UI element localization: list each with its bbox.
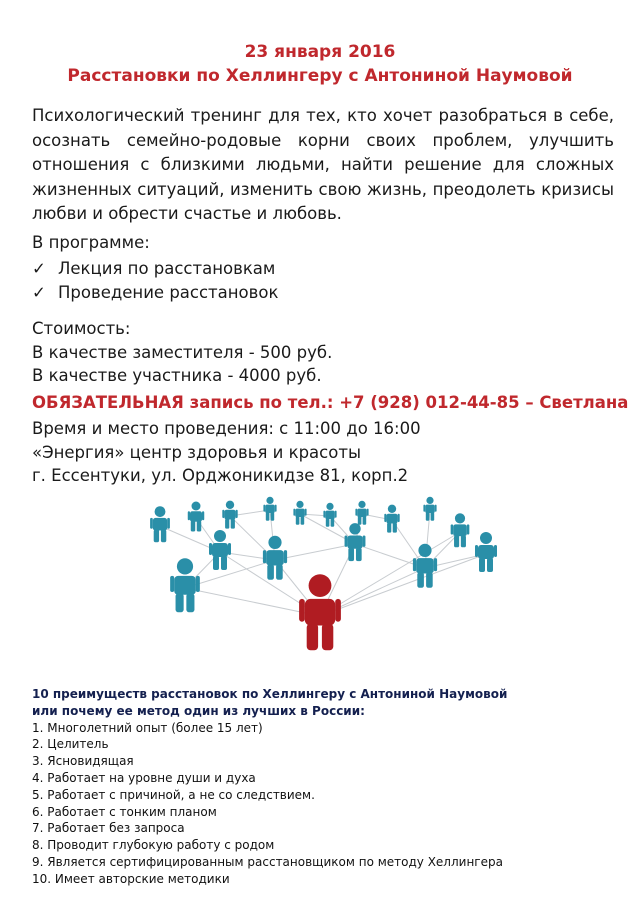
- list-item: 8. Проводит глубокую работу с родом: [32, 838, 275, 853]
- person-icon: [423, 497, 436, 521]
- person-icon: [293, 501, 306, 525]
- person-icon: [355, 501, 368, 525]
- list-item: 1. Многолетний опыт (более 15 лет): [32, 720, 263, 735]
- person-icon: [413, 544, 437, 588]
- benefits-section: [32, 686, 622, 888]
- cost-title: Стоимость:: [32, 319, 131, 338]
- intro-paragraph: Психологический тренинг для тех, кто хочет разобраться в себе, осознать семейно-родовые корни своих проблем, улучшить отношения с близкими людьми, найти решение для сложных жизненных ситуаций, изменить свою жизнь, преодолеть кризисы любви и обрести счастье и любовь.: [32, 106, 614, 223]
- program-item-label: Проведение расстановок: [58, 283, 279, 302]
- person-icon: [263, 536, 287, 580]
- benefits-list: [32, 720, 622, 888]
- person-icon: [451, 513, 470, 547]
- list-item: 6. Работает с тонким планом: [32, 804, 217, 819]
- list-item: 2. Целитель: [32, 737, 109, 752]
- event-date: 23 января 2016: [244, 42, 396, 62]
- event-title: Расстановки по Хеллингеру с Антониной Наумовой: [67, 66, 573, 86]
- program-title: В программе:: [32, 233, 150, 252]
- event-time: Время и место проведения: с 11:00 до 16:00: [32, 419, 421, 438]
- event-address: г. Ессентуки, ул. Орджоникидзе 81, корп.2: [32, 466, 409, 485]
- list-item: 9. Является сертифицированным расстановщиком по методу Хеллингера: [32, 854, 503, 869]
- program-item-label: Лекция по расстановкам: [58, 259, 276, 278]
- check-icon: ✓: [32, 283, 46, 302]
- list-item: [32, 257, 278, 281]
- people-network-icon: [130, 488, 520, 668]
- program-list: [32, 257, 278, 305]
- person-icon: [170, 558, 200, 612]
- cost-section: [32, 317, 332, 388]
- check-icon: ✓: [32, 259, 46, 278]
- benefits-heading: 10 преимуществ расстановок по Хеллингеру с Антониной Наумовой: [32, 687, 508, 701]
- person-icon: [222, 501, 237, 529]
- person-icon: [475, 532, 497, 572]
- cost-line: В качестве участника - 4000 руб.: [32, 366, 322, 385]
- list-item: [32, 281, 278, 305]
- list-item: 4. Работает на уровне души и духа: [32, 770, 256, 785]
- person-icon: [209, 530, 231, 570]
- list-item: 5. Работает с причиной, а не со следствием.: [32, 787, 315, 802]
- event-info: [32, 417, 421, 488]
- list-item: 7. Работает без запроса: [32, 821, 185, 836]
- person-icon: [323, 503, 336, 527]
- person-icon: [150, 506, 170, 542]
- person-icon: [345, 523, 366, 561]
- list-item: 3. Ясновидящая: [32, 754, 134, 769]
- person-icon: [263, 497, 276, 521]
- event-venue: «Энергия» центр здоровья и красоты: [32, 442, 361, 462]
- benefits-heading-sub: или почему ее метод один из лучших в России:: [32, 703, 365, 718]
- list-item: 10. Имеет авторские методики: [32, 871, 230, 886]
- phone-line: ОБЯЗАТЕЛЬНАЯ запись по тел.: +7 (928) 012-44-85 – Светлана: [32, 393, 629, 412]
- cost-line: В качестве заместителя - 500 руб.: [32, 342, 333, 362]
